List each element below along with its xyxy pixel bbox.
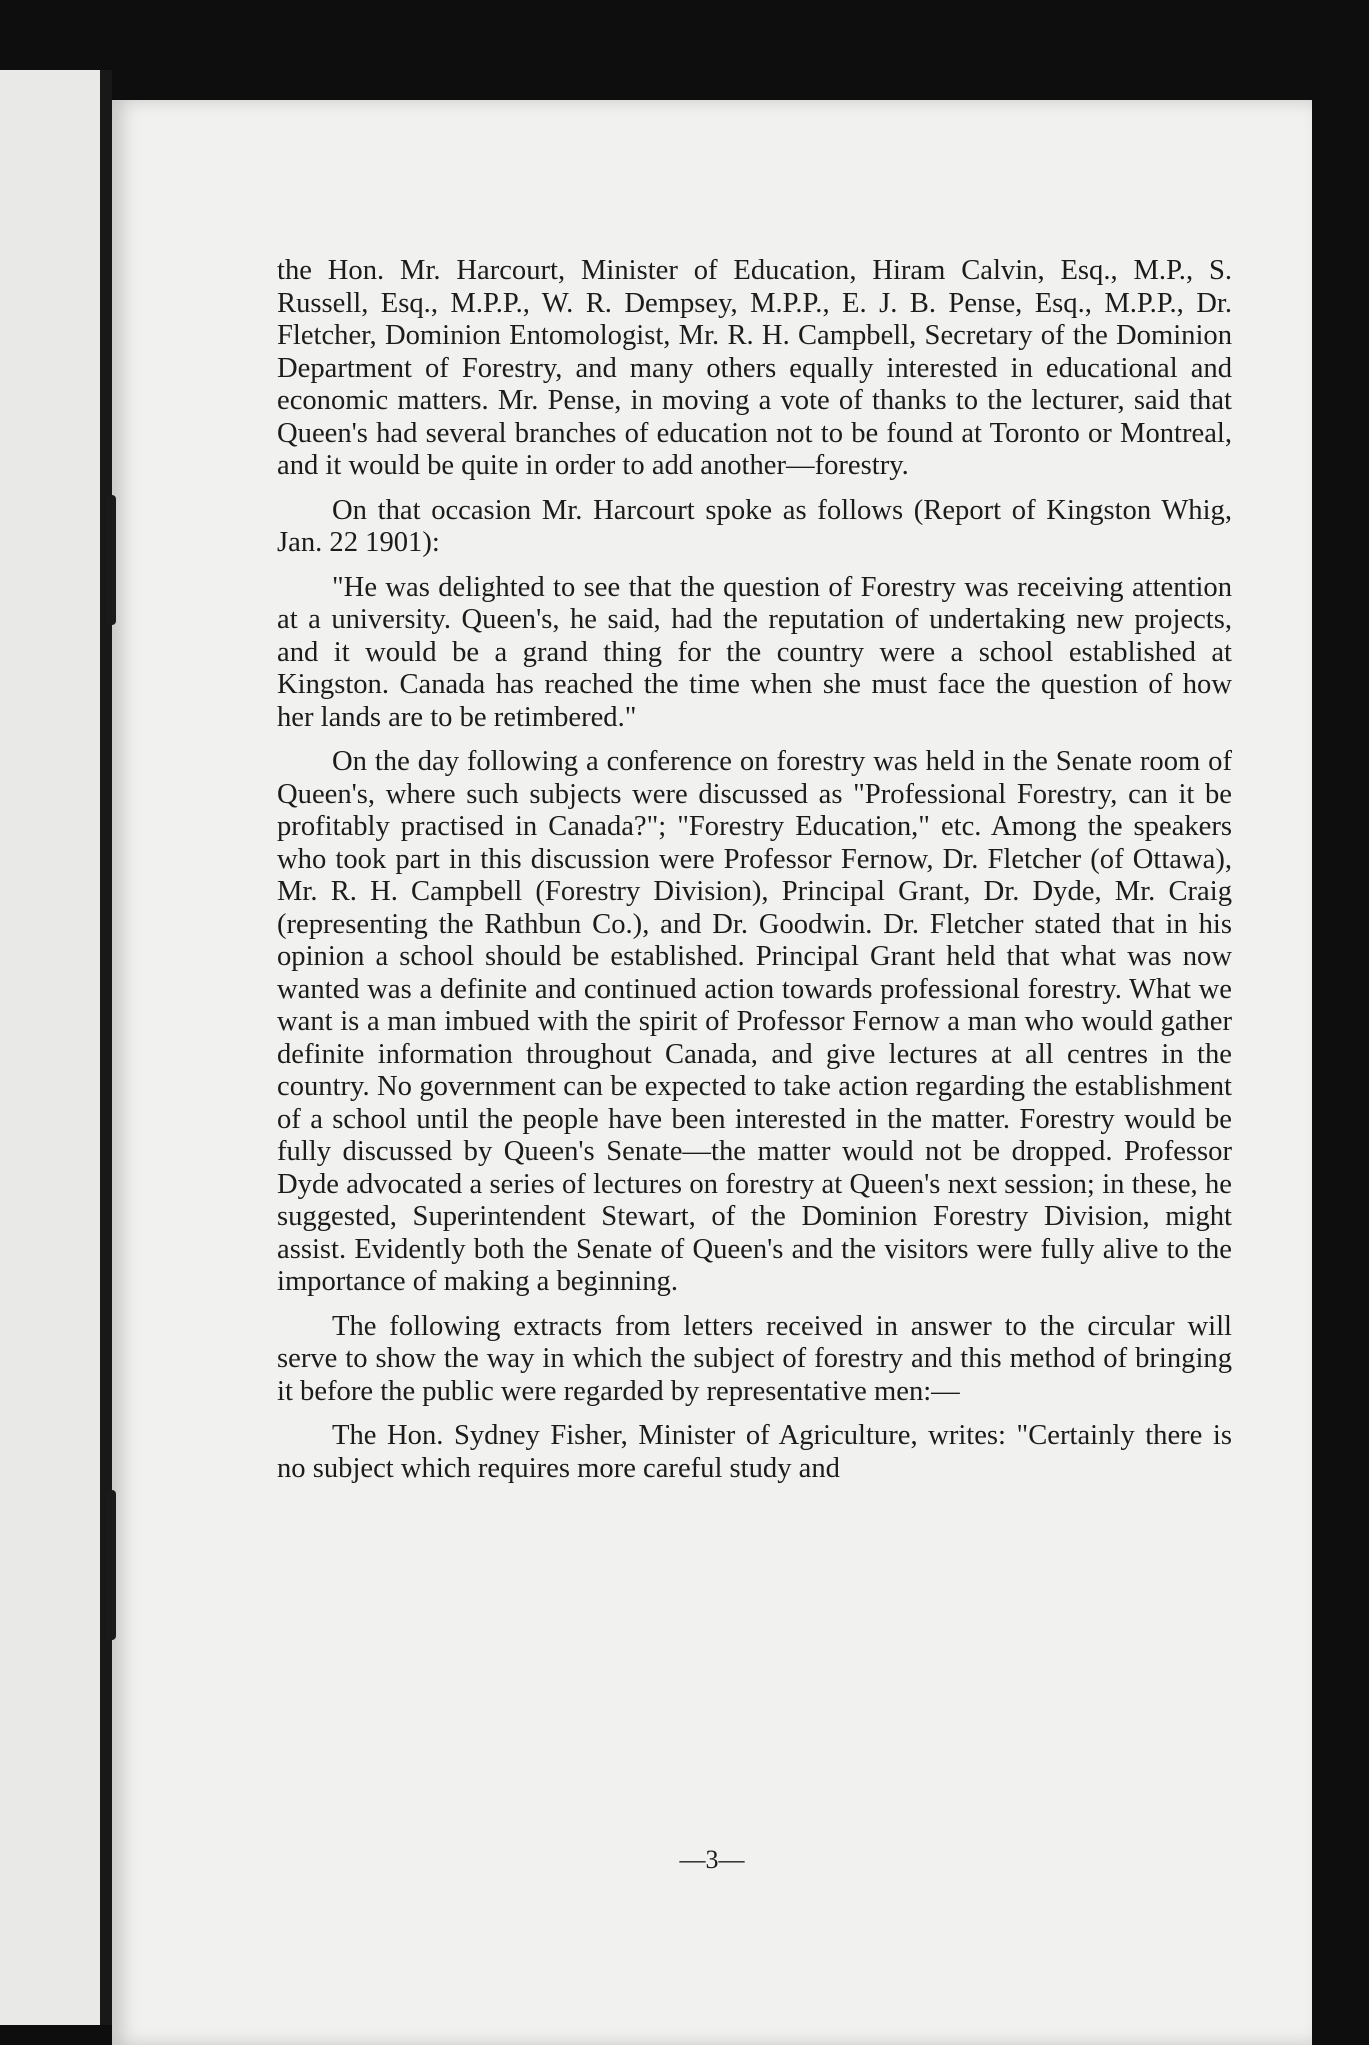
page-number: —3— xyxy=(679,1845,745,1874)
paragraph-6: The Hon. Sydney Fisher, Minister of Agriculture, writes: "Certainly there is no subject which requires more careful study and xyxy=(277,1420,1232,1484)
paragraph-1: the Hon. Mr. Harcourt, Minister of Education, Hiram Calvin, Esq., M.P., S. Russell, Esq., M.P.P., W. R. Dempsey, M.P.P., E. J. B. Pense, Esq., M.P.P., Dr. Fletcher, Dominion Entomologist, Mr. R. H. Campbell, Secretary of the Dominion Department of Forestry, and many others equally interested in educational and economic matters. Mr. Pense, in moving a vote of thanks to the lecturer, said that Queen's had several branches of education not to be found at Toronto or Montreal, and it would be quite in order to add another—forestry. xyxy=(277,255,1232,481)
document-page xyxy=(112,100,1312,2045)
paragraph-5: The following extracts from letters received in answer to the circular will serve to show the way in which the subject of forestry and this method of bringing it before the public were regarded by representative men:— xyxy=(277,1310,1232,1407)
body-text xyxy=(277,255,1232,1497)
facing-page-edge xyxy=(0,70,100,2025)
paragraph-2: On that occasion Mr. Harcourt spoke as follows (Report of Kingston Whig, Jan. 22 1901): xyxy=(277,494,1232,558)
binding-mark-top xyxy=(106,495,116,625)
paragraph-3-quote: "He was delighted to see that the question of Forestry was receiving attention at a university. Queen's, he said, had the reputation of undertaking new projects, and it would be a grand thing for the country were a school established at Kingston. Canada has reached the time when she must face the question of how her lands are to be retimbered." xyxy=(277,571,1232,733)
book-spine xyxy=(100,70,112,2025)
binding-mark-bottom xyxy=(106,1490,116,1640)
paragraph-4: On the day following a conference on forestry was held in the Senate room of Queen's, where such subjects were discussed as "Professional Forestry, can it be profitably practised in Canada?"; "Forestry Education," etc. Among the speakers who took part in this discussion were Professor Fernow, Dr. Fletcher (of Ottawa), Mr. R. H. Campbell (Forestry Division), Principal Grant, Dr. Dyde, Mr. Craig (representing the Rathbun Co.), and Dr. Goodwin. Dr. Fletcher stated that in his opinion a school should be established. Principal Grant held that what was now wanted was a definite and continued action towards professional forestry. What we want is a man imbued with the spirit of Professor Fernow a man who would gather definite information throughout Canada, and give lectures at all centres in the country. No government can be expected to take action regarding the establishment of a school until the people have been interested in the matter. Forestry would be fully discussed by Queen's Senate—the matter would not be dropped. Professor Dyde advocated a series of lectures on forestry at Queen's next session; in these, he suggested, Superintendent Stewart, of the Dominion Forestry Division, might assist. Evidently both the Senate of Queen's and the visitors were fully alive to the importance of making a beginning. xyxy=(277,746,1232,1297)
